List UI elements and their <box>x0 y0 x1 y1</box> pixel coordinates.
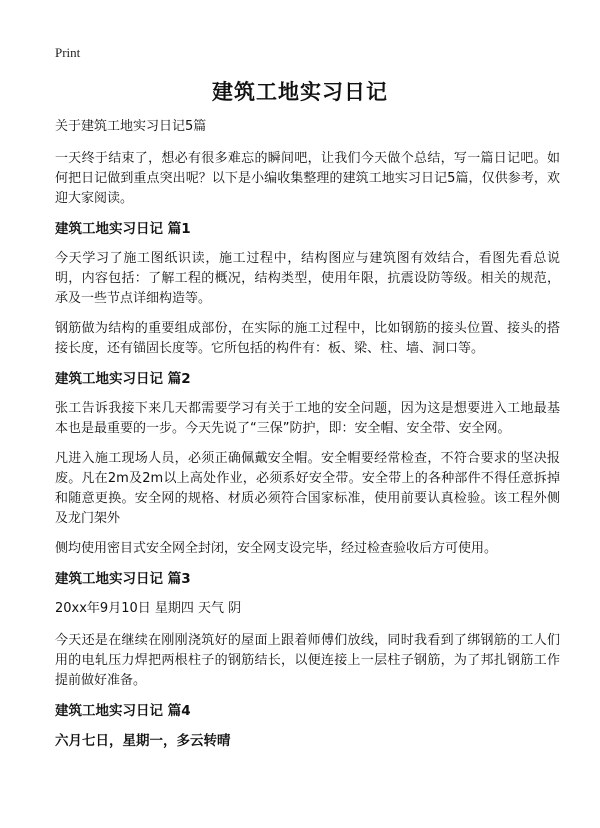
section-3 <box>55 569 560 691</box>
section-heading: 建筑工地实习日记 篇4 <box>55 703 191 719</box>
section-2 <box>55 369 560 559</box>
section-4 <box>55 701 560 751</box>
intro-paragraph: 一天终于结束了，想必有很多难忘的瞬间吧，让我们今天做个总结，写一篇日记吧。如何把日记做到重点突出呢？以下是小编收集整理的建筑工地实习日记5篇，仅供参考，欢迎大家阅读。 <box>55 151 560 206</box>
section-heading: 建筑工地实习日记 篇1 <box>55 221 191 237</box>
document-subtitle: 关于建筑工地实习日记5篇 <box>55 119 207 134</box>
section-heading: 建筑工地实习日记 篇2 <box>55 371 191 387</box>
section-1 <box>55 219 560 359</box>
document-body <box>55 117 560 761</box>
section-paragraph: 凡进入施工现场人员，必须正确佩戴安全帽。安全帽要经常检查，不符合要求的坚决报废。凡在2m及2m以上高处作业，必须系好安全带。安全带上的各种部件不得任意拆掉和随意更换。安全网的规格、材质必须符合国家标准，使用前要认真检验。该工程外侧及龙门架外 <box>55 451 560 526</box>
diary-date-line: 20xx年9月10日 星期四 天气 阴 <box>55 601 242 616</box>
diary-date-line: 六月七日，星期一，多云转晴 <box>55 733 231 749</box>
page-title: 建筑工地实习日记 <box>212 80 388 104</box>
section-paragraph: 张工告诉我接下来几天都需要学习有关于工地的安全问题，因为这是想要进入工地最基本也是最重要的一步。今天先说了“三保”防护，即：安全帽、安全带、安全网。 <box>55 401 560 436</box>
section-paragraph: 侧均使用密目式安全网全封闭，安全网支设完毕，经过检查验收后方可使用。 <box>55 541 498 556</box>
section-paragraph: 今天学习了施工图纸识读，施工过程中，结构图应与建筑图有效结合，看图先看总说明，内容包括：了解工程的概况，结构类型，使用年限，抗震设防等级。相关的规范，承及一些节点详细构造等。 <box>55 251 560 306</box>
section-heading: 建筑工地实习日记 篇3 <box>55 571 191 587</box>
section-paragraph: 今天还是在继续在刚刚浇筑好的屋面上跟着师傅们放线，同时我看到了绑钢筋的工人们用的电轧压力焊把两根柱子的钢筋结长，以便连接上一层柱子钢筋，为了邦扎钢筋工作提前做好准备。 <box>55 633 560 688</box>
section-paragraph: 钢筋做为结构的重要组成部份，在实际的施工过程中，比如钢筋的接头位置、接头的搭接长度，还有锚固长度等。它所包括的构件有：板、梁、柱、墙、洞口等。 <box>55 321 560 356</box>
print-label[interactable]: Print <box>55 45 81 60</box>
